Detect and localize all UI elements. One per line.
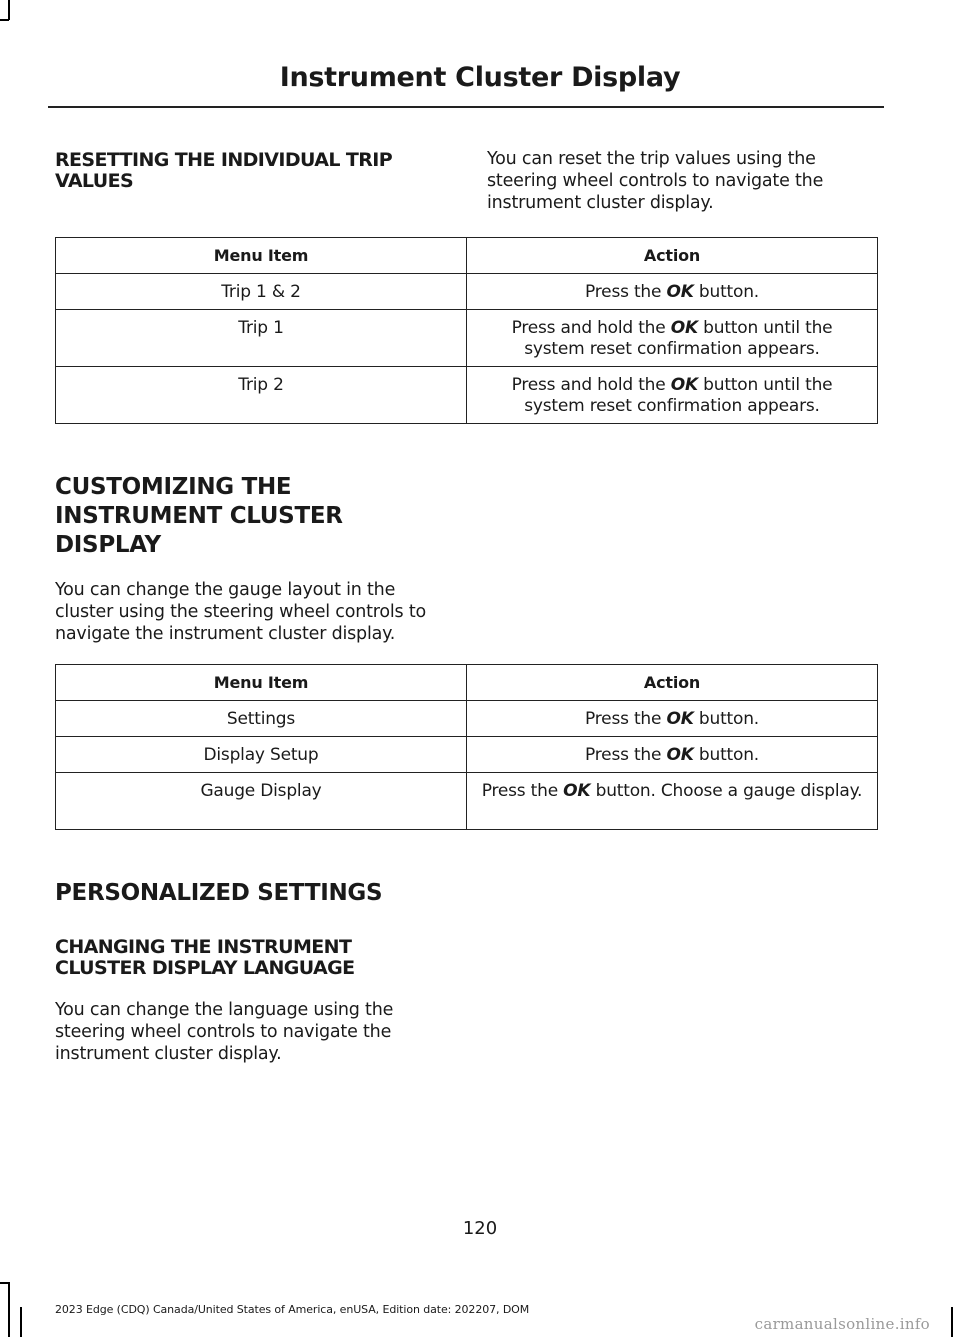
table-row xyxy=(56,737,878,773)
crop-mark-bottom-right xyxy=(951,1307,953,1337)
action-text: Press the xyxy=(585,745,667,765)
personalized-settings-heading: PERSONALIZED SETTINGS xyxy=(55,880,383,906)
trip-reset-intro: You can reset the trip values using the steering wheel controls to navigate the instrument cluster display. xyxy=(487,149,824,213)
action-cell xyxy=(467,737,878,773)
action-text: Press the xyxy=(585,282,667,302)
action-text: button until the system reset confirmation appears. xyxy=(524,318,833,359)
table-row xyxy=(56,773,878,830)
customize-heading-line: DISPLAY xyxy=(55,532,161,558)
header-rule xyxy=(48,106,884,108)
ok-key: OK xyxy=(666,745,694,765)
table-row xyxy=(56,701,878,737)
column-header-menu-item: Menu Item xyxy=(56,665,467,701)
table-row xyxy=(56,310,878,367)
crop-mark-top-left xyxy=(8,0,10,20)
action-text: Press the xyxy=(481,781,564,801)
ok-key: OK xyxy=(670,318,698,338)
action-text: button. xyxy=(693,709,759,729)
crop-mark-top-left-h xyxy=(0,19,9,21)
menu-item-cell: Gauge Display xyxy=(56,773,467,830)
page-number: 120 xyxy=(462,1218,498,1239)
language-intro: You can change the language using the steering wheel controls to navigate the instrument cluster display. xyxy=(55,1000,394,1064)
crop-mark-bottom-left-h xyxy=(0,1282,9,1284)
crop-mark-bottom-center xyxy=(20,1307,22,1337)
ok-key: OK xyxy=(670,375,698,395)
column-header-menu-item: Menu Item xyxy=(56,238,467,274)
action-cell xyxy=(467,367,878,424)
action-text: Press and hold the xyxy=(511,375,671,395)
page-title: Instrument Cluster Display xyxy=(279,62,681,93)
action-cell xyxy=(467,310,878,367)
action-text: button. Choose a gauge display. xyxy=(590,781,863,801)
menu-item-cell: Settings xyxy=(56,701,467,737)
customize-intro: You can change the gauge layout in the cluster using the steering wheel controls to navigate the instrument cluster display. xyxy=(55,580,426,644)
action-cell xyxy=(467,701,878,737)
edition-footer: 2023 Edge (CDQ) Canada/United States of America, enUSA, Edition date: 202207, DOM xyxy=(55,1303,530,1316)
customize-heading xyxy=(55,473,475,560)
crop-mark-bottom-left xyxy=(8,1282,10,1337)
table-row xyxy=(56,367,878,424)
customize-heading-line: CUSTOMIZING THE xyxy=(55,474,292,500)
ok-key: OK xyxy=(666,282,694,302)
action-text: button. xyxy=(693,282,759,302)
action-text: Press the xyxy=(585,709,667,729)
ok-key: OK xyxy=(666,709,694,729)
menu-item-cell: Display Setup xyxy=(56,737,467,773)
menu-item-cell: Trip 2 xyxy=(56,367,467,424)
action-text: button until the system reset confirmation appears. xyxy=(524,375,833,416)
customize-heading-line: INSTRUMENT CLUSTER xyxy=(55,503,343,529)
action-text: button. xyxy=(693,745,759,765)
table-row xyxy=(56,274,878,310)
trip-reset-heading: RESETTING THE INDIVIDUAL TRIP VALUES xyxy=(55,149,393,192)
trip-reset-table xyxy=(55,237,878,424)
action-cell xyxy=(467,274,878,310)
language-subheading: CHANGING THE INSTRUMENT CLUSTER DISPLAY LANGUAGE xyxy=(55,936,355,979)
action-text: Press and hold the xyxy=(511,318,671,338)
watermark: carmanualsonline.info xyxy=(754,1315,930,1333)
menu-item-cell: Trip 1 & 2 xyxy=(56,274,467,310)
action-cell xyxy=(467,773,878,830)
ok-key: OK xyxy=(563,781,591,801)
column-header-action: Action xyxy=(467,665,878,701)
menu-item-cell: Trip 1 xyxy=(56,310,467,367)
column-header-action: Action xyxy=(467,238,878,274)
customize-table xyxy=(55,664,878,830)
